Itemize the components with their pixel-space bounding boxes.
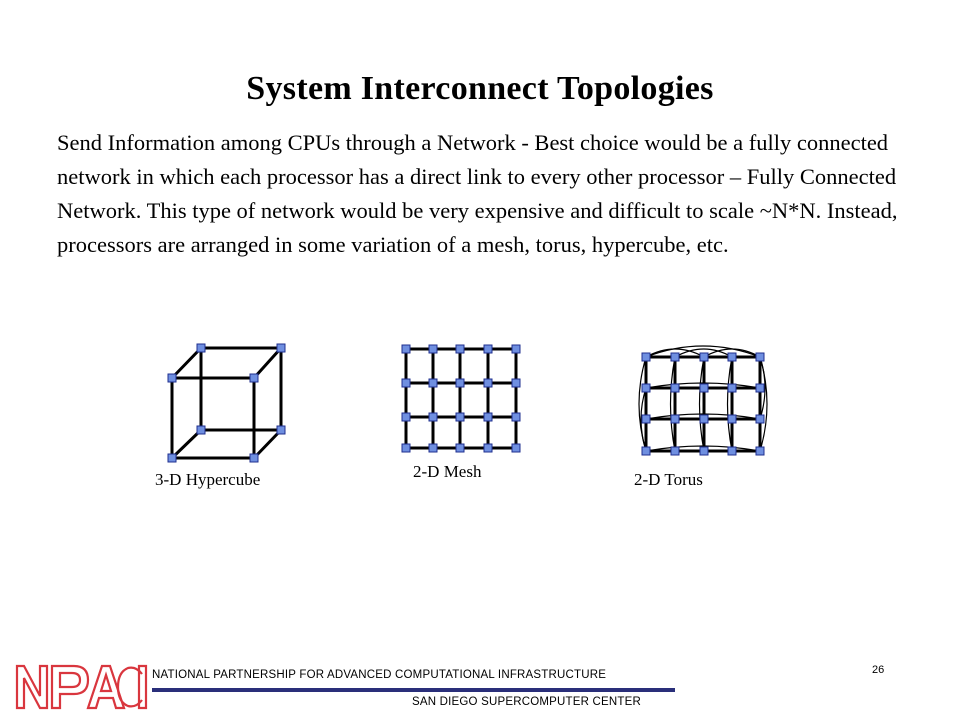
mesh-node bbox=[456, 345, 464, 353]
hypercube-node bbox=[197, 344, 205, 352]
torus-label: 2-D Torus bbox=[634, 470, 703, 489]
torus-diagram bbox=[630, 343, 775, 463]
torus-node bbox=[728, 415, 736, 423]
slide-body-text: Send Information among CPUs through a Network - Best choice would be a fully connected network in which each processor has a direct link to every other processor – Fully Connected Network. This type of network would be very expensive and difficult to scale ~N*N. Instead, processors are arranged in some variation of a mesh, torus, hypercube, etc. bbox=[57, 130, 898, 257]
mesh-node bbox=[429, 379, 437, 387]
hypercube-label: 3-D Hypercube bbox=[155, 470, 261, 489]
torus-node bbox=[671, 415, 679, 423]
npaci-logo bbox=[14, 660, 148, 712]
torus-node bbox=[642, 384, 650, 392]
torus-node bbox=[728, 384, 736, 392]
mesh-node bbox=[402, 379, 410, 387]
hypercube-node bbox=[250, 374, 258, 382]
torus-node bbox=[756, 353, 764, 361]
torus-node bbox=[642, 415, 650, 423]
torus-node bbox=[671, 447, 679, 455]
mesh-node bbox=[456, 444, 464, 452]
hypercube-node bbox=[277, 426, 285, 434]
mesh-node bbox=[512, 345, 520, 353]
torus-node bbox=[671, 353, 679, 361]
mesh-node bbox=[429, 413, 437, 421]
mesh-node bbox=[456, 379, 464, 387]
mesh-node bbox=[456, 413, 464, 421]
mesh-diagram bbox=[396, 338, 528, 454]
mesh-node bbox=[512, 444, 520, 452]
torus-node bbox=[642, 353, 650, 361]
torus-node bbox=[700, 353, 708, 361]
footer-divider-bar bbox=[152, 688, 675, 692]
mesh-node bbox=[402, 345, 410, 353]
torus-node bbox=[756, 447, 764, 455]
mesh-node bbox=[484, 379, 492, 387]
hypercube-node bbox=[250, 454, 258, 462]
footer-org-name: NATIONAL PARTNERSHIP FOR ADVANCED COMPUTATIONAL INFRASTRUCTURE bbox=[152, 669, 607, 681]
hypercube-node bbox=[277, 344, 285, 352]
mesh-node bbox=[402, 413, 410, 421]
hypercube-diagram bbox=[160, 338, 295, 470]
mesh-node bbox=[484, 345, 492, 353]
mesh-node bbox=[429, 444, 437, 452]
torus-node bbox=[700, 447, 708, 455]
hypercube-node bbox=[197, 426, 205, 434]
torus-node bbox=[700, 415, 708, 423]
mesh-node bbox=[429, 345, 437, 353]
torus-node bbox=[756, 415, 764, 423]
mesh-node bbox=[484, 413, 492, 421]
mesh-node bbox=[484, 444, 492, 452]
footer-center-name: SAN DIEGO SUPERCOMPUTER CENTER bbox=[412, 696, 641, 708]
hypercube-node bbox=[168, 374, 176, 382]
torus-node bbox=[700, 384, 708, 392]
slide-title: System Interconnect Topologies bbox=[246, 70, 714, 107]
mesh-node bbox=[402, 444, 410, 452]
mesh-node bbox=[512, 379, 520, 387]
mesh-node bbox=[512, 413, 520, 421]
torus-node bbox=[671, 384, 679, 392]
page-number: 26 bbox=[872, 664, 885, 676]
torus-node bbox=[642, 447, 650, 455]
hypercube-node bbox=[168, 454, 176, 462]
mesh-label: 2-D Mesh bbox=[413, 462, 482, 481]
torus-node bbox=[728, 353, 736, 361]
torus-node bbox=[728, 447, 736, 455]
torus-node bbox=[756, 384, 764, 392]
